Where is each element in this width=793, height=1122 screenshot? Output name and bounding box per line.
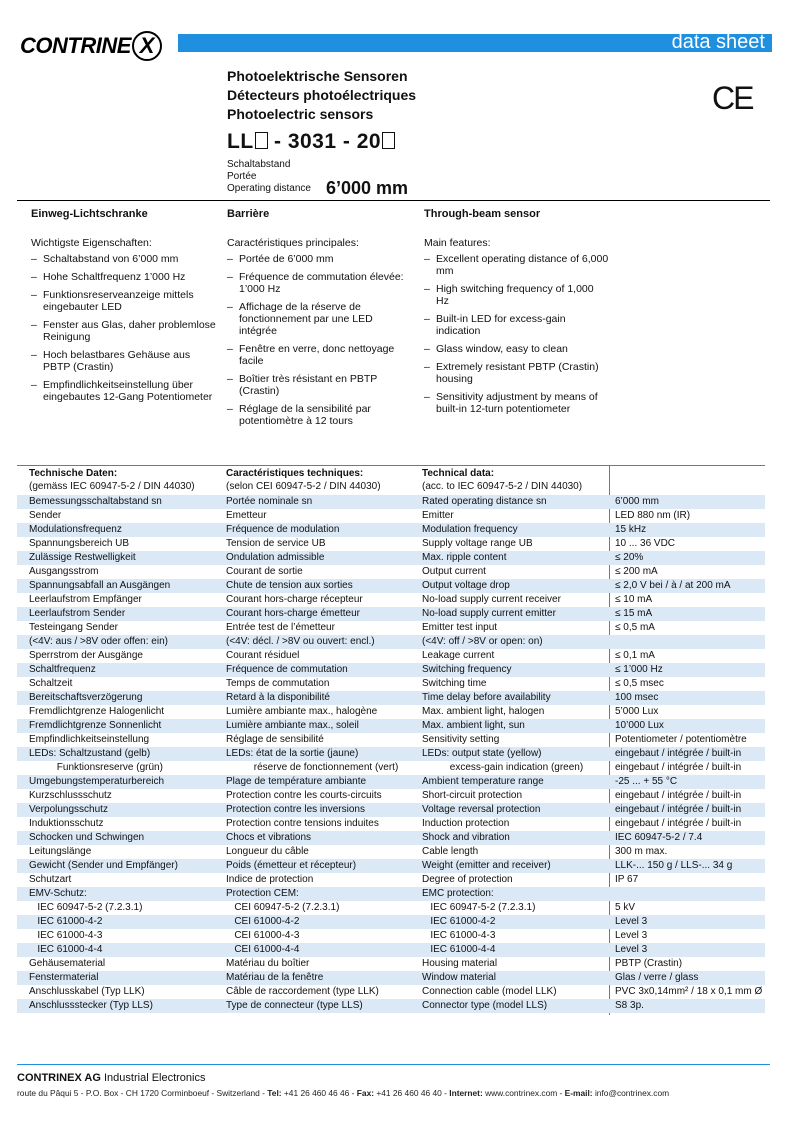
cell-fr: Fréquence de commutation	[226, 664, 348, 675]
table-row	[17, 523, 765, 537]
cell-value: 5 kV	[615, 902, 636, 913]
table-row	[17, 901, 765, 915]
cell-fr: Matériau de la fenêtre	[226, 972, 324, 983]
title-en: Photoelectric sensors	[227, 106, 374, 122]
cell-value: Potentiometer / potentiomètre	[615, 734, 747, 745]
footer-company	[17, 1072, 206, 1084]
cell-en: IEC 61000-4-2	[422, 916, 496, 927]
title-de: Photoelektrische Sensoren	[227, 68, 408, 84]
cell-value: eingebaut / intégrée / built-in	[615, 762, 742, 773]
table-row	[17, 789, 765, 803]
cell-fr: Lumière ambiante max., soleil	[226, 720, 359, 731]
table-row	[17, 845, 765, 859]
cell-fr: Portée nominale sn	[226, 496, 313, 507]
company-division: Industrial Electronics	[104, 1072, 206, 1084]
model-middle: - 3031 - 20	[267, 130, 382, 153]
cell-en: Degree of protection	[422, 874, 513, 885]
cell-en: Time delay before availability	[422, 692, 551, 703]
footer-address: route du Pâqui 5 - P.O. Box - CH 1720 Corminboeuf - Switzerland -	[17, 1088, 268, 1098]
table-row	[17, 943, 765, 957]
cell-de: Schocken und Schwingen	[29, 832, 145, 843]
cell-de: Anschlusskabel (Typ LLK)	[29, 986, 145, 997]
table-row	[17, 593, 765, 607]
cell-de: Gewicht (Sender und Empfänger)	[29, 860, 178, 871]
range-label-fr: Portée	[227, 171, 257, 182]
intro-en: Main features:	[424, 237, 491, 249]
table-row	[17, 761, 765, 775]
cell-en: No-load supply current receiver	[422, 594, 561, 605]
table-row	[17, 803, 765, 817]
table-row	[17, 551, 765, 565]
cell-en: EMC protection:	[422, 888, 494, 899]
table-row	[17, 999, 765, 1013]
cell-de: Leerlaufstrom Empfänger	[29, 594, 142, 605]
cell-fr: CEI 61000-4-3	[226, 930, 300, 941]
cell-value: IP 67	[615, 874, 639, 885]
table-row	[17, 579, 765, 593]
cell-value: ≤ 20%	[615, 552, 644, 563]
cell-fr: Protection contre tensions induites	[226, 818, 379, 829]
feature-item: – Built-in LED for excess-gain indication	[424, 313, 609, 337]
cell-de: Gehäusematerial	[29, 958, 106, 969]
cell-fr: Emetteur	[226, 510, 267, 521]
cell-value: ≤ 0,1 mA	[615, 650, 655, 661]
feature-list-fr	[227, 253, 413, 433]
internet-label: Internet:	[449, 1088, 483, 1098]
table-header	[17, 465, 765, 495]
cell-fr: Protection contre les courts-circuits	[226, 790, 382, 801]
cell-en: Output current	[422, 566, 486, 577]
cell-fr: Plage de température ambiante	[226, 776, 367, 787]
cell-value: eingebaut / intégrée / built-in	[615, 790, 742, 801]
cell-en: Ambient temperature range	[422, 776, 544, 787]
feature-list-en	[424, 253, 609, 421]
cell-fr: Courant résiduel	[226, 650, 300, 661]
table-header-note: (gemäss IEC 60947-5-2 / DIN 44030)	[29, 481, 195, 492]
range-label-de: Schaltabstand	[227, 159, 291, 170]
cell-value: ≤ 200 mA	[615, 566, 658, 577]
table-header-note: (acc. to IEC 60947-5-2 / DIN 44030)	[422, 481, 583, 492]
cell-value: 300 m max.	[615, 846, 668, 857]
cell-fr: Poids (émetteur et récepteur)	[226, 860, 357, 871]
cell-value: ≤ 2,0 V bei / à / at 200 mA	[615, 580, 731, 591]
feature-item: – Extremely resistant PBTP (Crastin) housing	[424, 361, 609, 385]
table-header-note: (selon CEI 60947-5-2 / DIN 44030)	[226, 481, 381, 492]
feature-item: – Fenster aus Glas, daher problemlose Reinigung	[31, 319, 216, 343]
cell-value: PBTP (Crastin)	[615, 958, 683, 969]
cell-fr: (<4V: décl. / >8V ou ouvert: encl.)	[226, 636, 375, 647]
table-row	[17, 663, 765, 677]
cell-value: ≤ 15 mA	[615, 608, 653, 619]
cell-fr: CEI 61000-4-4	[226, 944, 300, 955]
cell-fr: Courant hors-charge émetteur	[226, 608, 360, 619]
feature-item: – Portée de 6’000 mm	[227, 253, 413, 265]
company-name: CONTRINEX AG	[17, 1072, 101, 1084]
table-header-title: Technische Daten:	[29, 468, 118, 479]
cell-en: LEDs: output state (yellow)	[422, 748, 542, 759]
cell-de: Empfindlichkeitseinstellung	[29, 734, 150, 745]
cell-de: IEC 61000-4-4	[29, 944, 103, 955]
cell-en: Switching frequency	[422, 664, 512, 675]
cell-fr: Courant de sortie	[226, 566, 303, 577]
cell-fr: Lumière ambiante max., halogène	[226, 706, 378, 717]
table-row	[17, 719, 765, 733]
cell-en: Emitter test input	[422, 622, 498, 633]
model-number	[227, 130, 395, 154]
heading-fr: Barrière	[227, 208, 270, 220]
cell-fr: Indice de protection	[226, 874, 314, 885]
placeholder-box-icon	[382, 132, 395, 149]
heading-en: Through-beam sensor	[424, 208, 541, 220]
cell-en: (<4V: off / >8V or open: on)	[422, 636, 543, 647]
table-row	[17, 957, 765, 971]
cell-value: LLK-... 150 g / LLS-... 34 g	[615, 860, 733, 871]
feature-item: – Affichage de la réserve de fonctionnement par une LED intégrée	[227, 301, 413, 337]
feature-item: – Schaltabstand von 6’000 mm	[31, 253, 216, 265]
cell-de: EMV-Schutz:	[29, 888, 87, 899]
cell-value: ≤ 10 mA	[615, 594, 653, 605]
cell-de: Fenstermaterial	[29, 972, 99, 983]
cell-en: Short-circuit protection	[422, 790, 523, 801]
table-header-en	[422, 467, 582, 493]
table-row	[17, 705, 765, 719]
cell-de: Kurzschlussschutz	[29, 790, 112, 801]
model-prefix: LL	[227, 130, 254, 153]
cell-de: Zulässige Restwelligkeit	[29, 552, 136, 563]
title-fr: Détecteurs photoélectriques	[227, 87, 417, 103]
cell-en: Emitter	[422, 510, 454, 521]
table-row	[17, 733, 765, 747]
cell-de: Verpolungsschutz	[29, 804, 108, 815]
cell-fr: CEI 61000-4-2	[226, 916, 300, 927]
cell-fr: Tension de service UB	[226, 538, 326, 549]
cell-fr: Courant hors-charge récepteur	[226, 594, 363, 605]
cell-en: Induction protection	[422, 818, 510, 829]
table-body	[17, 495, 765, 1013]
cell-value: 10 ... 36 VDC	[615, 538, 676, 549]
cell-en: No-load supply current emitter	[422, 608, 556, 619]
cell-value: ≤ 1’000 Hz	[615, 664, 663, 675]
cell-value: ≤ 0,5 msec	[615, 678, 664, 689]
cell-value: Level 3	[615, 916, 648, 927]
feature-item: – Glass window, easy to clean	[424, 343, 609, 355]
cell-fr: Entrée test de l’émetteur	[226, 622, 335, 633]
cell-en: Rated operating distance sn	[422, 496, 547, 507]
cell-value: -25 ... + 55 °C	[615, 776, 678, 787]
cell-de: Bereitschaftsverzögerung	[29, 692, 143, 703]
email-link[interactable]: info@contrinex.com	[594, 1088, 670, 1098]
cell-value: PVC 3x0,14mm² / 18 x 0,1 mm Ø	[615, 986, 763, 997]
table-row	[17, 621, 765, 635]
cell-en: IEC 61000-4-4	[422, 944, 496, 955]
table-row	[17, 887, 765, 901]
cell-fr: Type de connecteur (type LLS)	[226, 1000, 363, 1011]
cell-de: Fremdlichtgrenze Halogenlicht	[29, 706, 165, 717]
cell-en: Connection cable (model LLK)	[422, 986, 557, 997]
cell-fr: Longueur du câble	[226, 846, 309, 857]
cell-value: Level 3	[615, 944, 648, 955]
contrinex-logo	[20, 31, 162, 61]
cell-en: Max. ambient light, halogen	[422, 706, 545, 717]
cell-de: Spannungsabfall an Ausgängen	[29, 580, 171, 591]
cell-de: Fremdlichtgrenze Sonnenlicht	[29, 720, 162, 731]
footer-contact: route du Pâqui 5 - P.O. Box - CH 1720 Corminboeuf - Switzerland - Tel: +41 26 460 46 46 - Fax: +41 26 460 46 40 - Internet: www.contrinex.com - E-mail: info@contrinex.com	[17, 1088, 670, 1098]
table-row	[17, 831, 765, 845]
cell-en: Supply voltage range UB	[422, 538, 533, 549]
table-row	[17, 565, 765, 579]
cell-de: IEC 60947-5-2 (7.2.3.1)	[29, 902, 143, 913]
range-label-en: Operating distance	[227, 183, 311, 194]
fax-label: Fax:	[356, 1088, 375, 1098]
cell-de: Leitungslänge	[29, 846, 92, 857]
cell-fr: Câble de raccordement (type LLK)	[226, 986, 379, 997]
cell-en: Window material	[422, 972, 496, 983]
product-titles	[227, 67, 416, 124]
cell-fr: Chute de tension aux sorties	[226, 580, 353, 591]
cell-value: eingebaut / intégrée / built-in	[615, 748, 742, 759]
cell-value: eingebaut / intégrée / built-in	[615, 818, 742, 829]
tel-label: Tel:	[267, 1088, 282, 1098]
table-row	[17, 775, 765, 789]
feature-item: – High switching frequency of 1,000 Hz	[424, 283, 609, 307]
email-label: E-mail:	[564, 1088, 593, 1098]
cell-de: IEC 61000-4-3	[29, 930, 103, 941]
website-link[interactable]: www.contrinex.com	[485, 1088, 558, 1098]
cell-en: IEC 61000-4-3	[422, 930, 496, 941]
cell-de: Umgebungstemperaturbereich	[29, 776, 165, 787]
cell-de: Sperrstrom der Ausgänge	[29, 650, 143, 661]
tel-number: +41 26 460 46 46	[283, 1088, 350, 1098]
cell-fr: CEI 60947-5-2 (7.2.3.1)	[226, 902, 340, 913]
table-row	[17, 873, 765, 887]
cell-value: eingebaut / intégrée / built-in	[615, 804, 742, 815]
table-header-title: Technical data:	[422, 468, 495, 479]
cell-en: Voltage reversal protection	[422, 804, 541, 815]
cell-value: ≤ 0,5 mA	[615, 622, 655, 633]
cell-de: Modulationsfrequenz	[29, 524, 122, 535]
cell-value: Level 3	[615, 930, 648, 941]
placeholder-box-icon	[255, 132, 268, 149]
cell-en: excess-gain indication (green)	[422, 762, 584, 773]
intro-fr: Caractéristiques principales:	[227, 237, 359, 249]
table-row	[17, 747, 765, 761]
cell-fr: LEDs: état de la sortie (jaune)	[226, 748, 359, 759]
cell-fr: Retard à la disponibilité	[226, 692, 330, 703]
divider	[17, 200, 770, 201]
logo-text: CONTRINE	[20, 33, 131, 58]
table-row	[17, 691, 765, 705]
cell-de: Leerlaufstrom Sender	[29, 608, 126, 619]
cell-de: Schaltfrequenz	[29, 664, 96, 675]
cell-de: Bemessungsschaltabstand sn	[29, 496, 162, 507]
table-row	[17, 607, 765, 621]
table-row	[17, 635, 765, 649]
cell-en: Max. ambient light, sun	[422, 720, 525, 731]
cell-value: 10’000 Lux	[615, 720, 664, 731]
cell-en: Output voltage drop	[422, 580, 510, 591]
cell-value: IEC 60947-5-2 / 7.4	[615, 832, 703, 843]
cell-de: Spannungsbereich UB	[29, 538, 130, 549]
cell-en: Sensitivity setting	[422, 734, 500, 745]
cell-value: S8 3p.	[615, 1000, 644, 1011]
cell-value: Glas / verre / glass	[615, 972, 699, 983]
feature-item: – Fréquence de commutation élevée: 1’000 Hz	[227, 271, 413, 295]
cell-en: Leakage current	[422, 650, 495, 661]
cell-de: Funktionsreserve (grün)	[29, 762, 163, 773]
cell-de: (<4V: aus / >8V oder offen: ein)	[29, 636, 168, 647]
feature-item: – Excellent operating distance of 6,000 mm	[424, 253, 609, 277]
table-row	[17, 495, 765, 509]
cell-en: Shock and vibration	[422, 832, 510, 843]
table-row	[17, 817, 765, 831]
table-row	[17, 509, 765, 523]
range-labels	[227, 159, 311, 195]
table-header-de	[29, 467, 195, 493]
table-row	[17, 985, 765, 999]
heading-de: Einweg-Lichtschranke	[31, 208, 148, 220]
feature-item: – Fenêtre en verre, donc nettoyage facile	[227, 343, 413, 367]
table-row	[17, 537, 765, 551]
cell-fr: Fréquence de modulation	[226, 524, 340, 535]
cell-fr: Temps de commutation	[226, 678, 330, 689]
cell-en: IEC 60947-5-2 (7.2.3.1)	[422, 902, 536, 913]
cell-de: Testeingang Sender	[29, 622, 118, 633]
cell-fr: Protection CEM:	[226, 888, 299, 899]
feature-item: – Réglage de la sensibilité par potentiomètre à 12 tours	[227, 403, 413, 427]
cell-de: Schutzart	[29, 874, 72, 885]
table-row	[17, 649, 765, 663]
cell-value: 15 kHz	[615, 524, 647, 535]
table-row	[17, 971, 765, 985]
table-row	[17, 859, 765, 873]
table-header-title: Caractéristiques techniques:	[226, 468, 364, 479]
range-value: 6’000 mm	[326, 178, 409, 198]
cell-value: 5’000 Lux	[615, 706, 659, 717]
cell-fr: Ondulation admissible	[226, 552, 325, 563]
cell-de: Ausgangsstrom	[29, 566, 99, 577]
cell-de: LEDs: Schaltzustand (gelb)	[29, 748, 151, 759]
footer-rule	[17, 1064, 770, 1065]
cell-de: Schaltzeit	[29, 678, 73, 689]
technical-data-table	[17, 465, 765, 1013]
table-row	[17, 677, 765, 691]
cell-en: Switching time	[422, 678, 487, 689]
cell-en: Housing material	[422, 958, 498, 969]
cell-value: 6’000 mm	[615, 496, 659, 507]
cell-de: Anschlussstecker (Typ LLS)	[29, 1000, 153, 1011]
cell-fr: Réglage de sensibilité	[226, 734, 324, 745]
cell-fr: Chocs et vibrations	[226, 832, 312, 843]
table-row	[17, 929, 765, 943]
cell-fr: réserve de fonctionnement (vert)	[226, 762, 399, 773]
cell-value: 100 msec	[615, 692, 659, 703]
ce-mark-icon: CE	[712, 80, 753, 116]
cell-fr: Protection contre les inversions	[226, 804, 365, 815]
intro-de: Wichtigste Eigenschaften:	[31, 237, 152, 249]
fax-number: +41 26 460 46 40	[376, 1088, 442, 1098]
cell-en: Connector type (model LLS)	[422, 1000, 548, 1011]
table-row	[17, 915, 765, 929]
feature-item: – Funktionsreserveanzeige mittels eingebauter LED	[31, 289, 216, 313]
cell-de: IEC 61000-4-2	[29, 916, 103, 927]
cell-de: Induktionsschutz	[29, 818, 104, 829]
cell-value: LED 880 nm (IR)	[615, 510, 691, 521]
feature-item: – Boîtier très résistant en PBTP (Crastin)	[227, 373, 413, 397]
feature-item: – Empfindlichkeitseinstellung über eingebautes 12-Gang Potentiometer	[31, 379, 216, 403]
cell-fr: Matériau du boîtier	[226, 958, 310, 969]
logo-x-mark: X	[132, 31, 162, 61]
feature-list-de	[31, 253, 216, 409]
cell-de: Sender	[29, 510, 62, 521]
cell-en: Weight (emitter and receiver)	[422, 860, 551, 871]
cell-en: Max. ripple content	[422, 552, 507, 563]
cell-en: Cable length	[422, 846, 479, 857]
data-sheet-banner: data sheet	[671, 31, 765, 53]
table-header-fr	[226, 467, 381, 493]
feature-item: – Hohe Schaltfrequenz 1’000 Hz	[31, 271, 216, 283]
feature-item: – Sensitivity adjustment by means of built-in 12-turn potentiometer	[424, 391, 609, 415]
feature-item: – Hoch belastbares Gehäuse aus PBTP (Crastin)	[31, 349, 216, 373]
cell-en: Modulation frequency	[422, 524, 518, 535]
